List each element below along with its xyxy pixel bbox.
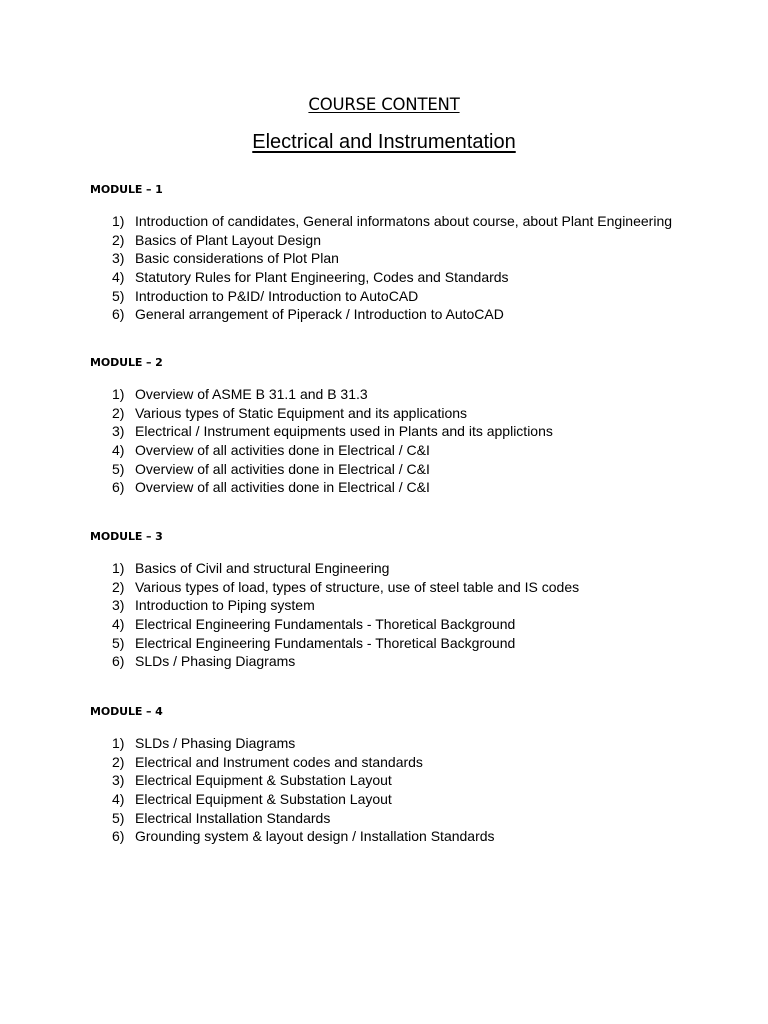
item-number: 1) bbox=[112, 560, 125, 576]
item-number: 3) bbox=[112, 597, 125, 614]
item-number: 5) bbox=[112, 809, 125, 826]
module-item-list bbox=[90, 212, 730, 324]
module-2-section bbox=[90, 355, 730, 497]
list-item bbox=[90, 827, 730, 846]
item-text: Electrical and Instrument codes and standards bbox=[135, 753, 423, 770]
list-item bbox=[90, 596, 730, 615]
list-item bbox=[90, 231, 730, 250]
item-text: Electrical Equipment & Substation Layout bbox=[135, 791, 392, 808]
item-number: 5) bbox=[112, 460, 125, 477]
list-item bbox=[90, 460, 730, 479]
list-item bbox=[90, 790, 730, 809]
list-item bbox=[90, 441, 730, 460]
list-item bbox=[90, 634, 730, 653]
item-text: Electrical Installation Standards bbox=[135, 809, 331, 826]
list-item bbox=[90, 478, 730, 497]
item-text: Grounding system & layout design / Installation Standards bbox=[135, 828, 495, 845]
item-text: Overview of ASME B 31.1 and B 31.3 bbox=[135, 386, 368, 402]
list-item bbox=[90, 249, 730, 268]
list-item bbox=[90, 287, 730, 306]
item-text: Electrical Engineering Fundamentals - Thoretical Background bbox=[135, 616, 516, 633]
page-title: COURSE CONTENT bbox=[308, 95, 460, 114]
item-text: Introduction to P&ID/ Introduction to AutoCAD bbox=[135, 287, 419, 304]
item-number: 4) bbox=[112, 616, 125, 633]
list-item bbox=[90, 578, 730, 597]
item-number: 6) bbox=[112, 653, 125, 670]
list-item bbox=[90, 385, 730, 404]
item-text: Overview of all activities done in Electrical / C&I bbox=[135, 442, 430, 459]
item-number: 4) bbox=[112, 442, 125, 459]
list-item bbox=[90, 771, 730, 790]
module-heading: MODULE – 2 bbox=[90, 356, 163, 369]
item-number: 5) bbox=[112, 287, 125, 304]
item-number: 6) bbox=[112, 828, 125, 845]
item-text: General arrangement of Piperack / Introduction to AutoCAD bbox=[135, 306, 504, 323]
module-heading: MODULE – 4 bbox=[90, 705, 163, 718]
item-text: Introduction to Piping system bbox=[135, 597, 315, 614]
module-heading: MODULE – 3 bbox=[90, 530, 163, 543]
module-1-section bbox=[90, 182, 730, 324]
item-text: Various types of Static Equipment and its applications bbox=[135, 404, 468, 421]
module-item-list bbox=[90, 385, 730, 497]
item-text: Electrical Engineering Fundamentals - Thoretical Background bbox=[135, 634, 516, 651]
list-item bbox=[90, 212, 730, 231]
module-item-list bbox=[90, 734, 730, 846]
list-item bbox=[90, 305, 730, 324]
item-number: 1) bbox=[112, 213, 125, 229]
item-text: Overview of all activities done in Electrical / C&I bbox=[135, 460, 430, 477]
item-text: Various types of load, types of structure, use of steel table and IS codes bbox=[135, 578, 580, 595]
item-number: 5) bbox=[112, 634, 125, 651]
item-number: 6) bbox=[112, 479, 125, 496]
page-subtitle: Electrical and Instrumentation bbox=[252, 131, 516, 153]
item-text: Statutory Rules for Plant Engineering, Codes and Standards bbox=[135, 269, 509, 286]
item-number: 6) bbox=[112, 306, 125, 323]
item-text: SLDs / Phasing Diagrams bbox=[135, 735, 296, 751]
module-3-section bbox=[90, 529, 730, 671]
list-item bbox=[90, 268, 730, 287]
list-item bbox=[90, 809, 730, 828]
item-number: 4) bbox=[112, 791, 125, 808]
list-item bbox=[90, 422, 730, 441]
item-text: Overview of all activities done in Electrical / C&I bbox=[135, 479, 430, 496]
item-text: Introduction of candidates, General informatons about course, about Plant Engineering bbox=[135, 213, 673, 229]
module-item-list bbox=[90, 559, 730, 671]
item-number: 3) bbox=[112, 423, 125, 440]
item-text: SLDs / Phasing Diagrams bbox=[135, 653, 296, 670]
list-item bbox=[90, 753, 730, 772]
item-text: Basics of Civil and structural Engineering bbox=[135, 560, 390, 576]
list-item bbox=[90, 615, 730, 634]
list-item bbox=[90, 652, 730, 671]
list-item bbox=[90, 734, 730, 753]
item-number: 3) bbox=[112, 250, 125, 267]
item-number: 1) bbox=[112, 735, 125, 751]
list-item bbox=[90, 404, 730, 423]
item-number: 2) bbox=[112, 404, 125, 421]
item-number: 2) bbox=[112, 753, 125, 770]
item-number: 3) bbox=[112, 772, 125, 789]
module-heading: MODULE – 1 bbox=[90, 183, 163, 196]
module-4-section bbox=[90, 704, 730, 846]
item-text: Electrical / Instrument equipments used in Plants and its applictions bbox=[135, 423, 553, 440]
item-number: 2) bbox=[112, 578, 125, 595]
item-number: 1) bbox=[112, 386, 125, 402]
item-text: Electrical Equipment & Substation Layout bbox=[135, 772, 392, 789]
list-item bbox=[90, 559, 730, 578]
item-number: 2) bbox=[112, 231, 125, 248]
item-text: Basic considerations of Plot Plan bbox=[135, 250, 339, 267]
item-number: 4) bbox=[112, 269, 125, 286]
item-text: Basics of Plant Layout Design bbox=[135, 231, 321, 248]
